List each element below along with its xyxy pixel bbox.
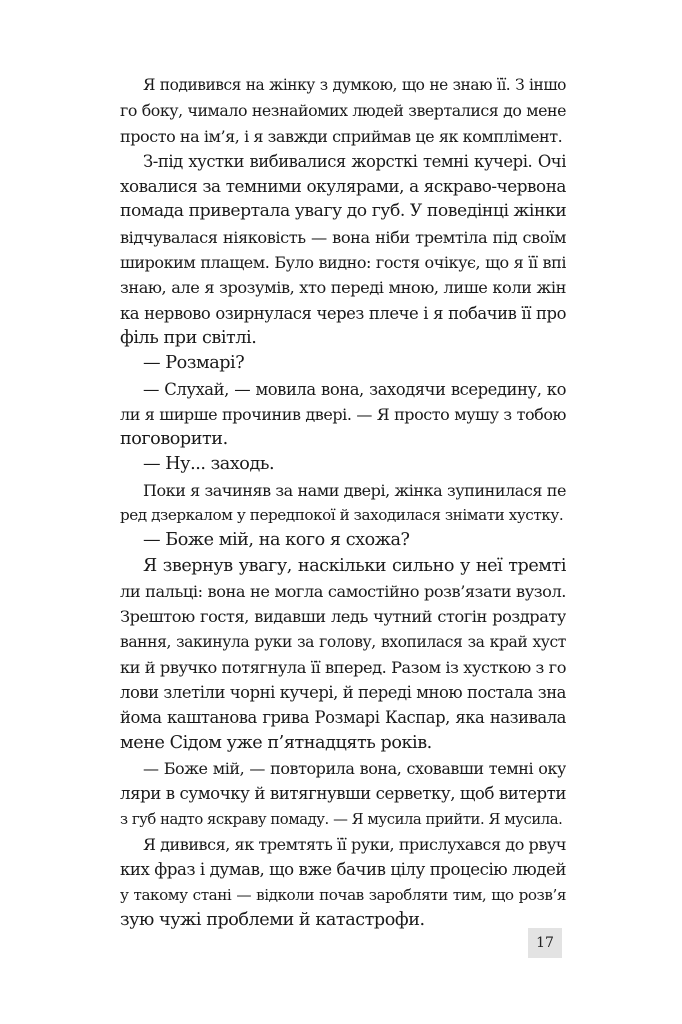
text-line: ли я ширше прочинив двері. — Я просто мушу з тобою [120,404,566,424]
text-line: ки й рвучко потягнула її вперед. Разом із хусткою з го [120,657,566,677]
text-line: — Слухай, — мовила вона, заходячи всередину, ко [143,379,566,399]
text-line: — Боже мій, на кого я схожа? [143,530,410,551]
text-line: просто на ім’я, і я завжди сприймав це як комплімент. [120,126,563,146]
body-text [120,73,566,933]
text-line: ховалися за темними окулярами, а яскраво-червона [120,176,566,197]
text-line: ких фраз і думав, що вже бачив цілу процесію людей [120,860,566,880]
text-line: Я подивився на жінку з думкою, що не знаю її. З іншо [143,76,566,94]
text-line: го боку, чимало незнайомих людей зверталися до мене [120,101,566,121]
text-line: йома каштанова грива Розмарі Каспар, яка називала [120,708,566,728]
text-line: Поки я зачиняв за нами двері, жінка зупинилася пе [143,480,566,500]
text-line: мене Сідом уже п’ятнадцять років. [120,732,432,753]
text-line: — Боже мій, — повторила вона, сховавши темні оку [143,759,566,779]
text-line: ред дзеркалом у передпокої й заходилася знімати хустку. [120,506,564,525]
text-line: — Розмарі? [143,353,245,374]
text-line: філь при світлі. [120,327,257,348]
text-line: широким плащем. Було видно: гостя очікує, що я її впі [120,253,566,273]
text-line: знаю, але я зрозумів, хто переді мною, лише коли жін [120,278,566,298]
text-line: вання, закинула руки за голову, вхопилася за край хуст [120,632,566,651]
text-line: З-під хустки вибивалися жорсткі темні кучері. Очі [143,151,566,171]
text-line: ка нервово озирнулася через плече і я побачив її про [120,303,566,323]
text-line: з губ надто яскраву помаду. — Я мусила прийти. Я мусила. [120,810,563,828]
text-line: ляри в сумочку й витягнувши серветку, щоб витерти [120,784,566,804]
page-number: 17 [528,928,562,958]
text-line: помада привертала увагу до губ. У поведінці жінки [120,201,566,222]
text-line: зую чужі проблеми й катастрофи. [120,909,425,930]
text-line: — Ну... заходь. [143,454,275,475]
text-line: поговорити. [120,429,228,450]
text-line: лови злетіли чорні кучері, й переді мною постала зна [120,683,566,703]
text-line: Зрештою гостя, видавши ледь чутний стогін роздрату [120,607,566,627]
text-line: Я дивився, як тремтять її руки, прислухався до рвуч [143,834,566,854]
text-line: відчувалася ніяковість — вона ніби тремтіла під своїм [120,227,566,247]
text-line: Я звернув увагу, наскільки сильно у неї тремті [143,555,566,576]
text-line: ли пальці: вона не могла самостійно розв’язати вузол. [120,581,566,601]
text-line: у такому стані — відколи почав заробляти тим, що розв’я [120,885,566,904]
